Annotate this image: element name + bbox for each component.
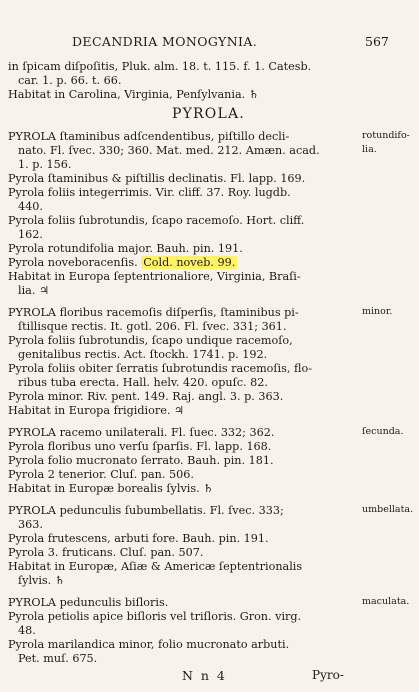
genus-heading: PYROLA.	[172, 106, 245, 122]
highlighted-citation: Cold. noveb. 99.	[143, 256, 236, 269]
text-line: lia. ♃	[18, 284, 49, 297]
page-footer	[0, 668, 419, 686]
text-line: 363.	[18, 518, 43, 531]
text-line: Pyrola foliis obiter ſerratis ſubrotundis racemoſis, flo-	[8, 362, 312, 375]
page-header	[0, 34, 419, 52]
running-title: DECANDRIA MONOGYNIA.	[72, 34, 258, 49]
text-line: Pyrola petiolis apice biſloris vel triſloris. Gron. virg.	[8, 610, 302, 623]
text-line: Pyrola foliis ſubrotundis, ſcapo undique racemoſo,	[8, 334, 293, 347]
text-line: PYROLA ſtaminibus adſcendentibus, piſtillo decli-	[8, 130, 290, 143]
text-line: Pet. muſ. 675.	[18, 652, 98, 665]
text-line: Pyrola 3. fruticans. Cluſ. pan. 507.	[8, 546, 204, 559]
text-line: Pyrola floribus uno verſu ſparſis. Fl. lapp. 168.	[8, 440, 272, 453]
margin-note: lia.	[362, 144, 377, 155]
text-line: PYROLA racemo unilaterali. Fl. ſuec. 332; 362.	[8, 426, 275, 439]
text-line: Pyrola ſtaminibus & piſtillis declinatis. Fl. lapp. 169.	[8, 172, 306, 185]
text-line: car. 1. p. 66. t. 66.	[18, 74, 122, 87]
text-line: PYROLA pedunculis ſubumbellatis. Fl. ſvec. 333;	[8, 504, 284, 517]
text-line: 162.	[18, 228, 43, 241]
text-line: genitalibus rectis. Act. ſtockh. 1741. p. 192.	[18, 348, 268, 361]
text-line: Habitat in Europæ, Aſiæ & Americæ ſeptentrionalis	[8, 560, 303, 573]
margin-note: minor.	[362, 306, 393, 317]
text-line: PYROLA pedunculis biſloris.	[8, 596, 169, 609]
text-line: 48.	[18, 624, 36, 637]
catchword: Pyro-	[312, 668, 344, 682]
text-line: in ſpicam diſpoſitis, Pluk. alm. 18. t. 115. f. 1. Catesb.	[8, 60, 312, 73]
text-line: PYROLA floribus racemoſis diſperſis, ſtaminibus pi-	[8, 306, 299, 319]
margin-note: ſecunda.	[362, 426, 404, 437]
text-line: Pyrola rotundifolia major. Bauh. pin. 191.	[8, 242, 243, 255]
text-line: Pyrola 2 tenerior. Cluſ. pan. 506.	[8, 468, 194, 481]
signature-mark: N n 4	[182, 668, 227, 683]
text-line: Habitat in Europæ borealis ſylvis. ♄	[8, 482, 214, 495]
text-line	[8, 256, 237, 269]
text-line: Pyrola marilandica minor, folio mucronato arbuti.	[8, 638, 290, 651]
page-number: 567	[365, 34, 389, 49]
margin-note: maculata.	[362, 596, 410, 607]
text-line: ſylvis. ♄	[18, 574, 65, 587]
text-line: Pyrola foliis ſubrotundis, ſcapo racemoſo. Hort. cliff.	[8, 214, 305, 227]
text-line: Pyrola folio mucronato ſerrato. Bauh. pin. 181.	[8, 454, 274, 467]
margin-note: rotundifo-	[362, 130, 410, 141]
text-span: Pyrola noveboracenſis.	[8, 256, 138, 269]
text-line: Pyrola minor. Riv. pent. 149. Raj. angl. 3. p. 363.	[8, 390, 284, 403]
text-line: nato. Fl. ſvec. 330; 360. Mat. med. 212. Amæn. acad.	[18, 144, 320, 157]
text-line: 1. p. 156.	[18, 158, 72, 171]
text-line: Habitat in Carolina, Virginia, Penſylvania. ♄	[8, 88, 259, 101]
text-line: ribus tuba erecta. Hall. helv. 420. opuſc. 82.	[18, 376, 268, 389]
text-line: Pyrola foliis integerrimis. Vir. cliff. 37. Roy. lugdb.	[8, 186, 291, 199]
margin-note: umbellata.	[362, 504, 414, 515]
text-line: 440.	[18, 200, 43, 213]
text-line: ſtillisque rectis. It. gotl. 206. Fl. ſvec. 331; 361.	[18, 320, 287, 333]
text-line: Habitat in Europa frigidiore. ♃	[8, 404, 184, 417]
text-line: Habitat in Europa ſeptentrionaliore, Virginia, Braſi-	[8, 270, 301, 283]
text-line: Pyrola frutescens, arbuti fore. Bauh. pin. 191.	[8, 532, 269, 545]
